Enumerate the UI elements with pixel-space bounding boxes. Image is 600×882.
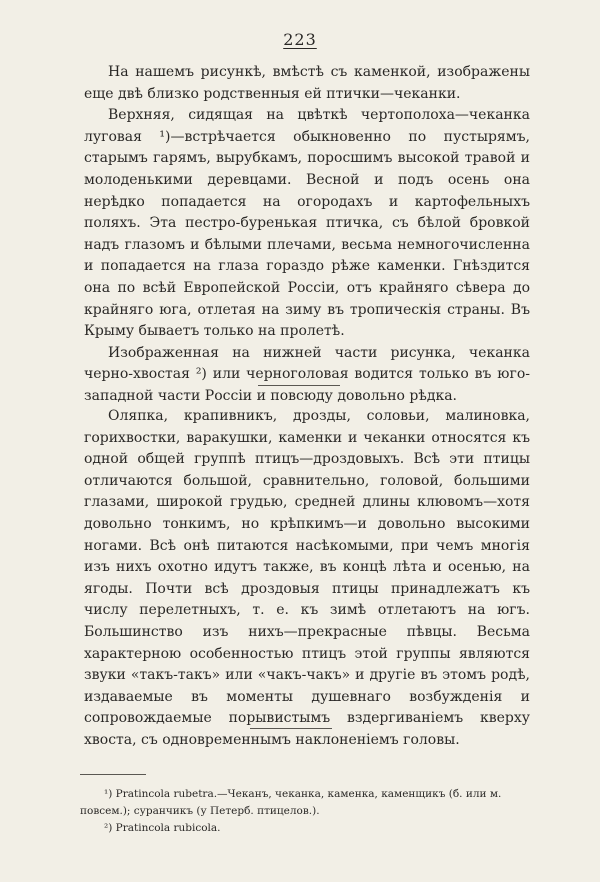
paragraph-whinchat: Верхняя, сидящая на цвѣткѣ чертополоха—чеканка луговая ¹)—встрѣчается обыкновенно по пустырямъ, старымъ гарямъ, вырубкамъ, поросшимъ высокой травой и молоденькими деревцами. Весной и подъ осень она нерѣдко попадается на огородахъ и картофельныхъ поляхъ. Эта пестро-буренькая птичка, съ бѣлой бровкой надъ глазомъ и бѣлыми плечами, весьма немногочисленна и попадается на глаза гораздо рѣже каменки. Гнѣздится она по всѣй Европейской Россіи, отъ крайняго сѣвера до крайняго юга, отлетая на зиму въ тропическія страны. Въ Крыму бываетъ только на пролетѣ.: [84, 107, 530, 340]
footnote-2: ²) Pratincola rubicola.: [104, 822, 221, 834]
paragraph-intro: На нашемъ рисункѣ, вмѣстѣ съ каменкой, изображены еще двѣ близко родственныя ей птички—чеканки.: [84, 64, 530, 102]
paragraph-stonechat: Изображенная на нижней части рисунка, чеканка черно-хвостая ²) или черноголовая водится только въ юго-западной части Россіи и повсюду довольно рѣдка.: [84, 344, 530, 404]
paragraph-thrush-group: Оляпка, крапивникъ, дрозды, соловьи, малиновка, горихвостки, варакушки, каменки и чеканки относятся къ одной общей группѣ птицъ—дроздовыхъ. Всѣ эти птицы отличаются большой, сравнительно, головой, большими глазами, широкой грудью, средней длины клювомъ—хотя довольно тонкимъ, но крѣпкимъ—и довольно высокими ногами. Всѣ онѣ питаются насѣкомыми, при чемъ многія изъ нихъ охотно идутъ также, въ концѣ лѣта и осенью, на ягоды. Почти всѣ дроздовыя птицы принадлежатъ къ числу перелетныхъ, т. е. къ зимѣ отлетаютъ на югъ. Большинство изъ нихъ—прекрасные пѣвцы. Весьма характерною особенностью птицъ этой группы являются звуки «такъ-такъ» или «чакъ-чакъ» и другіе въ этомъ родѣ, издаваемые въ моменты душевнаго возбужденія и сопровождаемые порывистымъ вздергиваніемъ кверху хвоста, съ одновременнымъ наклоненіемъ головы.: [84, 408, 530, 748]
footnotes: [80, 786, 532, 837]
text-block-chats: [84, 62, 530, 408]
section-divider: [258, 385, 340, 386]
text-block-thrushes: [84, 406, 530, 752]
footnote-rule: [80, 774, 146, 775]
page-number: 223: [283, 30, 317, 49]
section-divider: [250, 728, 332, 729]
footnote-1: ¹) Pratincola rubetra.—Чеканъ, чеканка, каменка, каменщикъ (б. или м. повсем.); суранчикъ (у Петерб. птицелов.).: [80, 788, 502, 817]
